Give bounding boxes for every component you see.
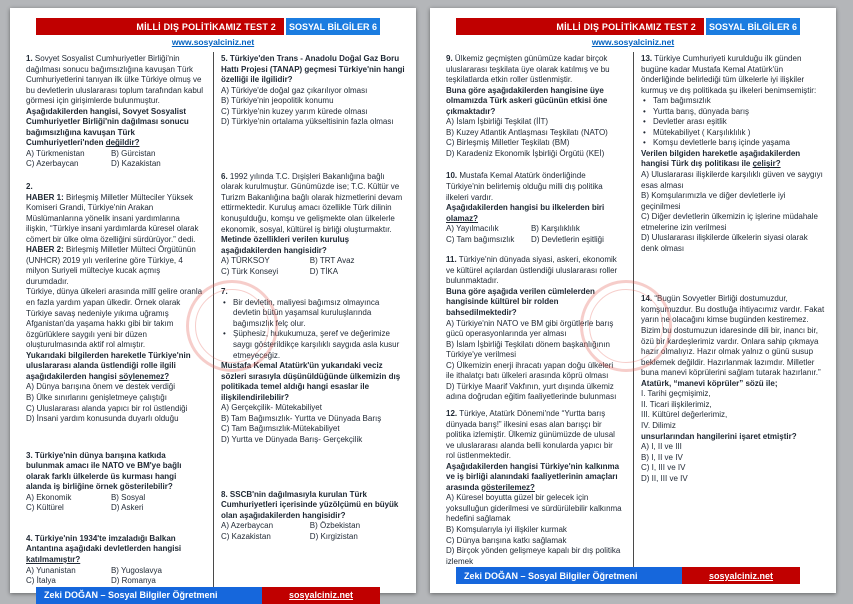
option: D) Karadeniz Ekonomik İşbirliği Örgütü (KEİ) (446, 148, 605, 158)
option: D) Kazakistan (110, 159, 161, 169)
question-text: “Bugün Sovyetler Birliği dostumuzdur, komşumuzdur. Bu dostluğa ihtiyacımız vardır. Fakat yarın ne olacağını kimse bugünden kestiremez. Bizim bu dostumuzun idaresinde dili bir, inancı bir, özü bir kardeşlerimiz vardır. Onlara sahip çıkmaya hazır olmalıyız. Hazır olmak yalnız o günü susup beklemek değildir. Hazırlanmak lazımdır. Milletler buna manevi köprülerini sağlam tutarak hazırlanır.” (641, 294, 825, 378)
option: B) Komşularımızla ve diğer devletlerle iyi geçinilmesi (641, 191, 786, 211)
option: A) Yunanistan (26, 565, 76, 575)
question-3 (26, 451, 203, 514)
option: D) Türkiye Maarif Vakfının, yurt dışında ülkemiz adına doğrudan eğitim faaliyetlerinde bulunması (446, 381, 617, 402)
option: C) Uluslararası alanda yapıcı bir rol üstlendiği (26, 403, 188, 413)
underlined-keyword: gösterilemez? (481, 482, 535, 492)
option: A) Gerçekçilik- Mütekabiliyet (221, 403, 322, 413)
paragraph-lead: HABER 1: (26, 192, 64, 202)
question-paragraph (641, 379, 826, 390)
question-text: Yukarıdaki bilgilerden hareketle Türkiye'nin uluslararası alanda üstlendiği rolle ilgili aşağıdakilerden hangisi (26, 350, 191, 381)
option: D) Yurtta ve Dünyada Barış- Gerçekçilik (221, 434, 363, 444)
question-4 (26, 534, 203, 587)
question-paragraph (26, 451, 203, 493)
underlined-keyword: değildir? (105, 138, 140, 148)
bullet-list (641, 96, 826, 149)
bullet-item: • Devletler arası eşitlik (641, 117, 826, 128)
option: A) İslam İşbirliği Teşkilat (İİT) (446, 117, 549, 127)
roman-line: II. Ticari ilişkilerimiz, (641, 399, 712, 409)
test-title: MİLLİ DIŞ POLİTİKAMIZ TEST 2 (456, 18, 704, 35)
page-1 (10, 8, 416, 601)
question-text: Atatürk, “manevi köprüler” sözü ile; (641, 378, 778, 388)
question-text: SSCB'nin dağılmasıyla kurulan Türk Cumhuriyetleri içerisinde yüzölçümü en büyük olan aşağıdakilerden hangisidir? (221, 489, 399, 520)
option: C) Kültürel (26, 503, 64, 513)
question-text: Aşağıdakilerden hangisi, Sovyet Sosyalist Cumhuriyetler Birliği'nin dağılması sonucu bağımsızlığına kavuşan Türk Cumhuriyetleri'nden (26, 106, 189, 148)
question-paragraph (221, 235, 406, 256)
question-paragraph (26, 351, 203, 383)
option: C) Azerbaycan (26, 159, 79, 169)
option: C) I, III ve IV (641, 463, 686, 473)
question-number: 7. (221, 287, 228, 297)
question-2 (26, 182, 203, 425)
question-text: Aşağıdakilerden hangisi Türkiye'nin kalkınma ve iş birliği alanındaki faaliyetlerinin amaçları arasında (446, 461, 620, 492)
option: B) Karşılıklılık (530, 224, 580, 234)
question-text: Sovyet Sosyalist Cumhuriyetler Birliği'nin dağılması sonucu bağımsızlığına kavuşan Türk Cumhuriyetlerini tanıyan ilk ülke Türkiye olmuş ve bu devletlerin uluslararası toplum tarafından kabul görmesi için girişimlerde bulunmuştur. (26, 54, 203, 106)
options-grid (26, 566, 203, 587)
option: D) II, III ve IV (641, 473, 688, 483)
option: B) İslam İşbirliği Teşkilatı dönem başkanlığının Türkiye'ye verilmesi (446, 339, 610, 360)
question-number: 8. (221, 489, 228, 499)
question-number: 6. (221, 171, 228, 181)
option: D) Askeri (110, 503, 144, 513)
question-text: Türkiye'nin dünya barışına katkıda bulunmak amacı ile NATO ve BM'ye bağlı olarak farklı ülkelerde üs kurması hangi alanda iş birliğine örnek gösterilebilir? (26, 450, 182, 492)
underlined-keyword: çelişir? (752, 159, 781, 169)
question-paragraph (26, 245, 203, 287)
question-text: Metinde özellikleri verilen kuruluş aşağıdakilerden hangisidir? (221, 235, 350, 255)
bullet-item: • Yurtta barış, dünyada barış (641, 107, 826, 118)
option: B) Gürcistan (110, 148, 156, 158)
option: A) Dünya barışına önem ve destek verdiği (26, 382, 175, 392)
bullet-list (221, 298, 406, 361)
question-paragraph (446, 409, 623, 462)
question-number: 11. (446, 255, 457, 265)
question-text: Türkiye'nin dünyada siyasi, askeri, ekonomik ve kültürel açılardan üstlendiği uluslararası roller bulunmaktadır. (446, 255, 618, 286)
bullet-item: • Şüphesiz, hukukumuza, şeref ve değerimize saygı gösterildikçe karşılıklı saygıda asla kusur etmeyeceğiz. (221, 329, 406, 361)
option: C) Tam bağımsızlık (446, 234, 515, 244)
roman-line: I. Tarihi geçmişimiz, (641, 389, 711, 399)
question-number: 4. (26, 533, 33, 543)
questions-column-right (213, 52, 416, 587)
question-10 (446, 171, 623, 245)
question-number: 10. (446, 171, 458, 181)
option: D) Romanya (110, 576, 156, 586)
option: D) Türkiye'nin ortalama yükseltisinin fazla olması (221, 117, 394, 127)
test-title: MİLLİ DIŞ POLİTİKAMIZ TEST 2 (36, 18, 284, 35)
page-header (456, 18, 800, 35)
question-number: 12. (446, 408, 458, 418)
option: D) Uluslararası ilişkilerde ülkelerin siyasi olarak denk olması (641, 233, 808, 253)
option: A) Küresel boyutta güzel bir gelecek için yoksulluğun giderilmesi ve sürdürülebilir kalkınma hedefini sağlamak (446, 493, 622, 524)
question-number: 9. (446, 54, 453, 63)
question-6 (221, 172, 406, 277)
option: B) Yugoslavya (110, 565, 162, 575)
question-number: 5. (221, 54, 228, 63)
question-number: 1. (26, 54, 33, 63)
page-header (36, 18, 380, 35)
page-body (430, 52, 836, 567)
bullet-item: • Tam bağımsızlık (641, 96, 826, 107)
question-paragraph (221, 361, 406, 403)
website-link[interactable]: www.sosyalciniz.net (171, 37, 255, 47)
question-paragraph (446, 203, 623, 224)
options-grid (221, 521, 406, 542)
option: A) Türkiye'de doğal gaz çıkarılıyor olması (221, 85, 368, 95)
subject-badge: SOSYAL BİLGİLER 6 (286, 18, 380, 35)
question-paragraph (446, 171, 623, 203)
question-5 (221, 54, 406, 128)
option: C) Kazakistan (221, 531, 271, 541)
question-text: Ülkemiz geçmişten günümüze kadar birçok uluslararası teşkilata üye olarak katılmış ve bu teşkilatlarda etkin roller üstlenmiştir. (446, 54, 610, 85)
question-11 (446, 255, 623, 403)
questions-column-left (10, 52, 213, 587)
page-footer (36, 587, 380, 604)
underlined-keyword: olamaz? (446, 213, 479, 223)
subject-badge: SOSYAL BİLGİLER 6 (706, 18, 800, 35)
question-7 (221, 287, 406, 445)
question-text: Türkiye Cumhuriyeti kurulduğu ilk günden bugüne kadar Mustafa Kemal Atatürk'ün önderliğinde belirlediği tüm ülkelerle iyi ilişkiler kurmuş ve dış politikada şu ilkeleri benimsemiştir: (641, 54, 817, 95)
option: B) TRT Avaz (309, 256, 355, 266)
option: C) Türk Konseyi (221, 266, 279, 276)
option: B) Ülke sınırlarını genişletmeye çalıştığı (26, 392, 167, 402)
author-name: Zeki DOĞAN – Sosyal Bilgiler Öğretmeni (36, 587, 262, 604)
option: D) Kırgizistan (309, 531, 358, 541)
option: B) Türkiye'nin jeopolitik konumu (221, 96, 334, 106)
website-link[interactable]: www.sosyalciniz.net (591, 37, 675, 47)
question-text: Verilen bilgiden hareketle aşağıdakilerden hangisi Türk dış politikası ile (641, 148, 801, 169)
option: A) Türkiye'nin NATO ve BM gibi örgütlerle barış gücü operasyonlarında yer alması (446, 318, 614, 339)
question-text: Türkiye'den Trans - Anadolu Doğal Gaz Boru Hattı Projesi (TANAP) geçmesi Türkiye'nin hangi özelliği ile ilgilidir? (221, 54, 405, 85)
option: A) Uluslararası ilişkilerde karşılıklı güven ve saygıyı esas alması (641, 170, 823, 190)
question-text: Türkiye, dünya ülkeleri arasında millî gelire oranla en fazla yardım yapan ülkedir. Örnek olarak Türkiye savaş nedeniyle yıkıma uğramış Afganistan'da yaşama hakkı gibi bir takım özgürlüklere saygılı yeni bir düzen oluşturulmasında aktif rol almıştır. (26, 287, 203, 350)
option: D) TİKA (309, 266, 339, 276)
option: B) Kuzey Atlantik Antlaşması Teşkilatı (NATO) (446, 127, 608, 137)
question-paragraph (641, 54, 826, 96)
option: B) Komşularıyla iyi ilişkiler kurmak (446, 524, 567, 534)
question-paragraph (446, 287, 623, 319)
question-paragraph (446, 462, 623, 494)
question-paragraph (446, 86, 623, 118)
question-13 (641, 54, 826, 254)
question-text: Birleşmiş Milletler Mülteciler Yüksek Komiseri Grandi, Türkiye'nin Arakan Müslümanlarına yönelik insani yardımlarına ilişkin, “Türkiye insani yardımlarda küresel olarak cömert bir ülke olma özelliğini sürdürüyor.” dedi. (26, 192, 199, 244)
question-number: 3. (26, 450, 33, 460)
question-text: unsurlarından hangilerini işaret etmiştir? (641, 431, 797, 441)
roman-line: III. Kültürel değerlerimiz, (641, 410, 728, 420)
question-text: Mustafa Kemal Atatürk'ün yukarıdaki veciz sözleri sırasıyla düşünüldüğünde ülkemizin dış politikada temel aldığı hangi esaslar ile ilişkilendirilebilir? (221, 361, 401, 402)
question-paragraph (641, 294, 826, 378)
question-12 (446, 409, 623, 567)
option: A) Ekonomik (26, 492, 72, 502)
question-paragraph (26, 54, 203, 107)
question-paragraph (641, 149, 826, 170)
option: C) Türkiye'nin kuzey yarım kürede olması (221, 106, 368, 116)
page-body (10, 52, 416, 587)
options-grid (26, 149, 203, 170)
roman-line: IV. Dilimiz (641, 420, 676, 430)
bullet-item: • Bir devletin, maliyesi bağımsız olmayınca devletin bütün yaşamsal kuruluşlarında bağımsızlık felç olur. (221, 298, 406, 330)
question-number: 13. (641, 54, 653, 63)
question-paragraph (221, 490, 406, 522)
bullet-item: • Mütekabiliyet ( Karşılıklılık ) (641, 128, 826, 139)
options-grid (221, 256, 406, 277)
page-2 (430, 8, 836, 593)
question-text: Mustafa Kemal Atatürk önderliğinde Türkiye'nin belirlemiş olduğu milli dış politika ilkeleri vardır. (446, 171, 603, 202)
question-paragraph (26, 287, 203, 350)
option: D) İnsani yardım konusunda duyarlı olduğu (26, 414, 179, 424)
underlined-keyword: katılmamıştır? (26, 554, 81, 564)
bullet-item: • Komşu devletlerle barış içinde yaşama (641, 138, 826, 149)
option: D) Devletlerin eşitliği (530, 234, 604, 244)
question-paragraph (221, 172, 406, 235)
option: D) Birçok yönden gelişmeye kapalı bir dış politika izlemek (446, 546, 621, 566)
page-footer (456, 567, 800, 584)
option: A) TÜRKSOY (221, 256, 270, 266)
footer-site-link[interactable]: sosyalciniz.net (682, 567, 800, 584)
question-text: 1992 yılında T.C. Dışişleri Bakanlığına bağlı olarak kurulmuştur. Günümüzde ise; T.C. Kültür ve Turizm Bakanlığına bağlı olarak hizmetlerini devam ettirmektedir. Kuruluş amacı özellikle Türk dilinin konuşulduğu, komşu ve gelişmekte olan ülkelerle ekonomik, sosyal, kültürel iş birliği oluşturmaktır. (221, 171, 403, 234)
option: C) Birleşmiş Milletler Teşkilatı (BM) (446, 138, 570, 148)
option: B) Özbekistan (309, 521, 361, 531)
question-14 (641, 294, 826, 484)
question-text: Türkiye'nin 1934'te imzaladığı Balkan Antantına aşağıdaki devletlerden hangisi (26, 533, 182, 554)
option: B) Tam Bağımsızlık- Yurtta ve Dünyada Barış (221, 413, 382, 423)
paragraph-lead: HABER 2: (26, 245, 64, 255)
underlined-keyword: söylenemez? (118, 371, 170, 381)
option: B) I, II ve IV (641, 452, 683, 462)
option: A) I, II ve III (641, 442, 682, 452)
footer-site-link[interactable]: sosyalciniz.net (262, 587, 380, 604)
option: B) Sosyal (110, 492, 146, 502)
option: C) Dünya barışına katkı sağlamak (446, 535, 567, 545)
questions-column-left (430, 52, 633, 567)
question-text: Türkiye, Atatürk Dönemi'nde “Yurtta barış dünyada barış!” ilkesini esas alan barışçı bir politika izlemiştir. Ülkemiz günümüzde de ulusal ve uluslararası alanda belli konularda yapıcı bir rol üstlenmektedir. (446, 408, 615, 461)
question-paragraph (446, 54, 623, 86)
option: A) Azerbaycan (221, 521, 274, 531)
question-text: Buna göre aşağıda verilen cümlelerden hangisinde kültürel bir rolden bahsedilmektedir? (446, 286, 595, 318)
question-number: 14. (641, 294, 653, 304)
option: C) Tam Bağımsızlık-Mütekabiliyet (221, 424, 340, 434)
question-8 (221, 490, 406, 543)
question-paragraph (26, 534, 203, 566)
options-grid (446, 224, 623, 245)
author-name: Zeki DOĞAN – Sosyal Bilgiler Öğretmeni (456, 567, 682, 584)
option: A) Türkmenistan (26, 148, 85, 158)
questions-column-right (633, 52, 836, 567)
question-1 (26, 54, 203, 170)
question-text: Birleşmiş Milletler Mülteci Örgütünün (UNHCR) 2019 yılı verilerine göre Türkiye, 4 milyon Suriyeli mülteciye kucak açmış durumdadır. (26, 245, 196, 286)
question-text: Buna göre aşağıdakilerden hangisine üye olmamızda Türk askeri gücünün etkisi öne çıkmaktadır? (446, 85, 608, 116)
question-number: 2. (26, 182, 33, 192)
question-9 (446, 54, 623, 159)
option: A) Yayılmacılık (446, 224, 499, 234)
question-paragraph (446, 255, 623, 287)
question-paragraph (221, 54, 406, 86)
options-grid (26, 493, 203, 514)
question-paragraph (641, 432, 826, 443)
option: C) İtalya (26, 576, 56, 586)
option: C) Ülkemizin enerji ihracatı yapan doğu ülkeleri ile ithalatçı batı ülkeleri arasında köprü olması (446, 360, 614, 381)
question-paragraph (26, 107, 203, 149)
question-text: Aşağıdakilerden hangisi bu ilkelerden biri (446, 203, 605, 213)
question-paragraph (26, 193, 203, 246)
option: C) Diğer devletlerin ülkemizin iç işlerine müdahale etmelerine izin verilmesi (641, 212, 818, 232)
